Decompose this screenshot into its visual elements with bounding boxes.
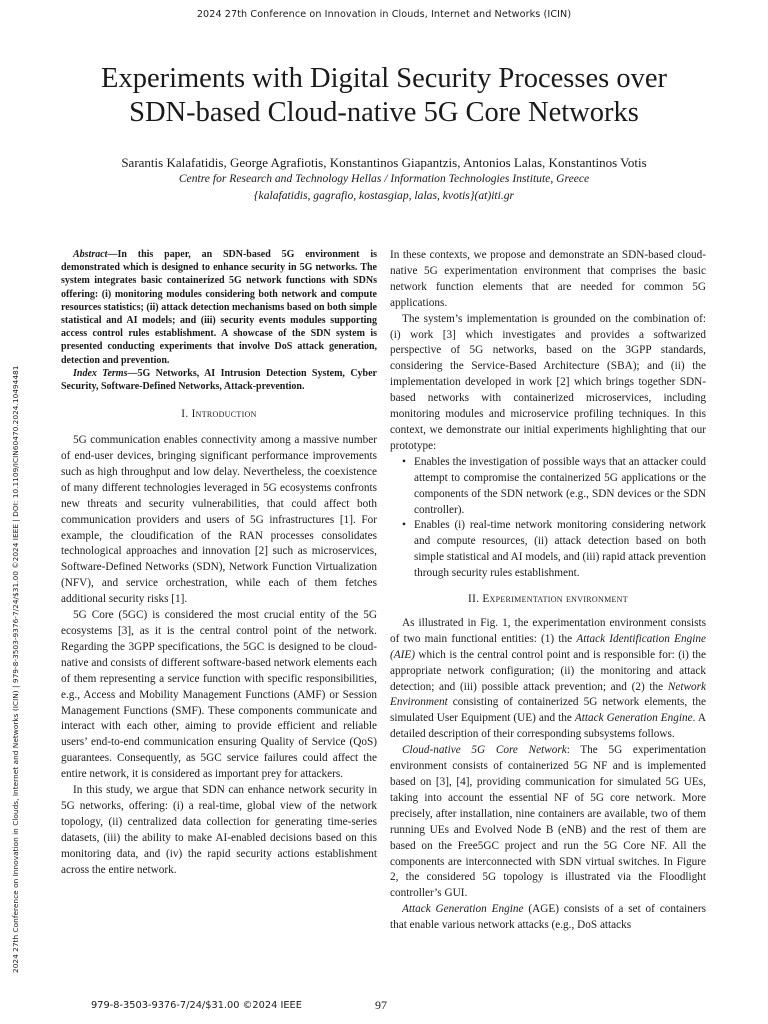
author-emails: {kalafatidis, gagrafio, kostasgiap, lalas, kvotis}(at)iti.gr xyxy=(253,189,515,202)
right-column xyxy=(390,248,706,934)
section-heading-introduction: I. Introduction xyxy=(181,408,257,421)
index-terms xyxy=(61,367,377,393)
paper-title xyxy=(40,62,728,130)
abstract-text: —In this paper, an SDN-based 5G environment is demonstrated which is designed to enhance security in 5G networks. The system integrates basic containerized 5G network functions with SDNs offering: (i) monitoring modules considering both network and compute resources statistics; (ii) attack detection mechanisms based on both simple statistical and AI models; and (iii) security events modules supporting access control rules establishment. A showcase of the SDN system is presented conducting experiments that involve DoS attack generation, detection and prevention. xyxy=(61,249,377,366)
page-number: 97 xyxy=(375,998,387,1012)
left-column xyxy=(61,248,377,879)
author-list: Sarantis Kalafatidis, George Agrafiotis, Konstantinos Giapantzis, Antonios Lalas, Konstantinos Votis xyxy=(121,155,647,170)
attack-generation-engine-term: Attack Generation Engine xyxy=(574,712,693,725)
abstract xyxy=(61,248,377,367)
intro-paragraph-3: In this study, we argue that SDN can enhance network security in 5G networks, offering: (i) a real-time, global view of the network topology, (ii) centralized data collection for generating time-series datasets, (iii) the ability to make AI-enabled decisions based on this monitoring data, and (iv) the rapid security actions establishment across the entire network. xyxy=(61,784,377,876)
abstract-label: Abstract xyxy=(73,249,108,260)
section-heading-experimentation: II. Experimentation environment xyxy=(468,593,628,606)
affiliation: Centre for Research and Technology Hellas / Information Technologies Institute, Greece xyxy=(178,172,590,185)
index-terms-text: —5G Networks, AI Intrusion Detection System, Cyber Security, Software-Defined Networks, Attack-prevention. xyxy=(61,367,377,393)
list-item: • Enables the investigation of possible ways that an attacker could attempt to compromise the containerized 5G applications or the components of the SDN network (e.g., SDN devices or the SDN controller). xyxy=(414,455,706,519)
side-copyright-notice: 2024 27th Conference on Innovation in Clouds, Internet and Networks (ICIN) | 979-8-3503-9376-7/24/$31.00 ©2024 IEEE | DOI: 10.1109/ICIN60470.2024.10494481 xyxy=(11,365,20,973)
title-line-1: Experiments with Digital Security Processes over xyxy=(101,63,667,94)
footer-isbn: 979-8-3503-9376-7/24/$31.00 ©2024 IEEE xyxy=(91,1000,302,1011)
intro-paragraph-1: 5G communication enables connectivity among a massive number of end-user devices, bringing significant performance improvements such as high throughput and low delay. Nevertheless, the coexistence of many different technologies leveraged in 5G ecosystems confronts new threats and security vulnerabilities, that could affect both communication providers and users of 5G infrastructures [1]. For example, the cloudification of the RAN processes consolidates technological approaches and innovation [2] such as microservices, Software-Defined Networks (SDN), Network Function Virtualization (NFV), and service orchestration, while each of them fetches additional security risks [1]. xyxy=(61,434,377,606)
intro-paragraph-4: In these contexts, we propose and demonstrate an SDN-based cloud-native 5G experimentation environment that comprises the basic network function elements that are needed for common 5G applications. xyxy=(390,249,706,309)
network-environment-term: Network Environment xyxy=(390,680,706,709)
experimentation-paragraph-2: Cloud-native 5G Core Network: The 5G experimentation environment consists of containerized 5G NF and is implemented based on [3], [4], providing communication for simulated 5G UEs, taking into account the essential NF of 5G core network. More precisely, after installation, nine containers are available, two of them running UEs and Evolved Node B (eNB) and the rest of them are based on the Free5GC project and run the 5G Core NF. All the components are interconnected with SDN virtual switches. In Figure 2, the considered 5G topology is illustrated via the Floodlight controller’s GUI. xyxy=(390,744,706,900)
intro-paragraph-5: The system’s implementation is grounded on the combination of: (i) work [3] which investigates and provides a softwarized perspective of 5G networks, based on the 3GPP standards, considering the Service-Based Architecture (SBA); and (ii) the implementation developed in work [2] which brings together SDN-based networks with containerized microservices, including monitoring modules and microservice profiling techniques. In this context, we demonstrate our initial experiments highlighting that our prototype: xyxy=(390,312,706,452)
aie-term: Attack Identification Engine (AIE) xyxy=(390,632,706,661)
list-item: • Enables (i) real-time network monitoring considering network and compute resources, (ii) attack detection based on both simple statistical and AI models, and (iii) rapid attack prevention through security rules establishment. xyxy=(414,518,706,582)
contribution-list xyxy=(390,455,706,582)
intro-paragraph-2: 5G Core (5GC) is considered the most crucial entity of the 5G ecosystems [3], as it is the central control point of the network. Regarding the 3GPP specifications, the 5GC is designed to be cloud-native and consists of different software-based network elements each of them representing a service function with specific responsibilities, e.g., Access and Mobility Management Functions (AMF) or Session Management Functions (SMF). These components communicate and interact with each other, aiming to provide efficient and reliable users’ end-to-end communication ensuring Quality of Service (QoS) guarantees. Consequently, as 5GC service failures could affect the entire network, it is considered as important prey for attackers. xyxy=(61,609,377,781)
paragraph-lead-term: Cloud-native 5G Core Network xyxy=(402,744,567,757)
title-line-2: SDN-based Cloud-native 5G Core Networks xyxy=(129,97,639,128)
experimentation-paragraph-3: Attack Generation Engine (AGE) consists of a set of containers that enable various network attacks (e.g., DoS attacks xyxy=(390,903,706,932)
experimentation-paragraph-1: As illustrated in Fig. 1, the experimentation environment consists of two main functional entities: (1) the Attack Identification Engine (AIE) which is the central control point and is responsible for: (i) the appropriate network configuration; (ii) the monitoring and attack detection; and (iii) possible attack prevention; and (2) the Network Environment consisting of containerized 5G network elements, the simulated User Equipment (UE) and the Attack Generation Engine. A detailed description of their corresponding subsystems follows. xyxy=(390,616,706,741)
index-terms-label: Index Terms xyxy=(73,367,128,379)
paragraph-lead-term: Attack Generation Engine xyxy=(402,903,524,916)
conference-header: 2024 27th Conference on Innovation in Clouds, Internet and Networks (ICIN) xyxy=(196,9,572,20)
